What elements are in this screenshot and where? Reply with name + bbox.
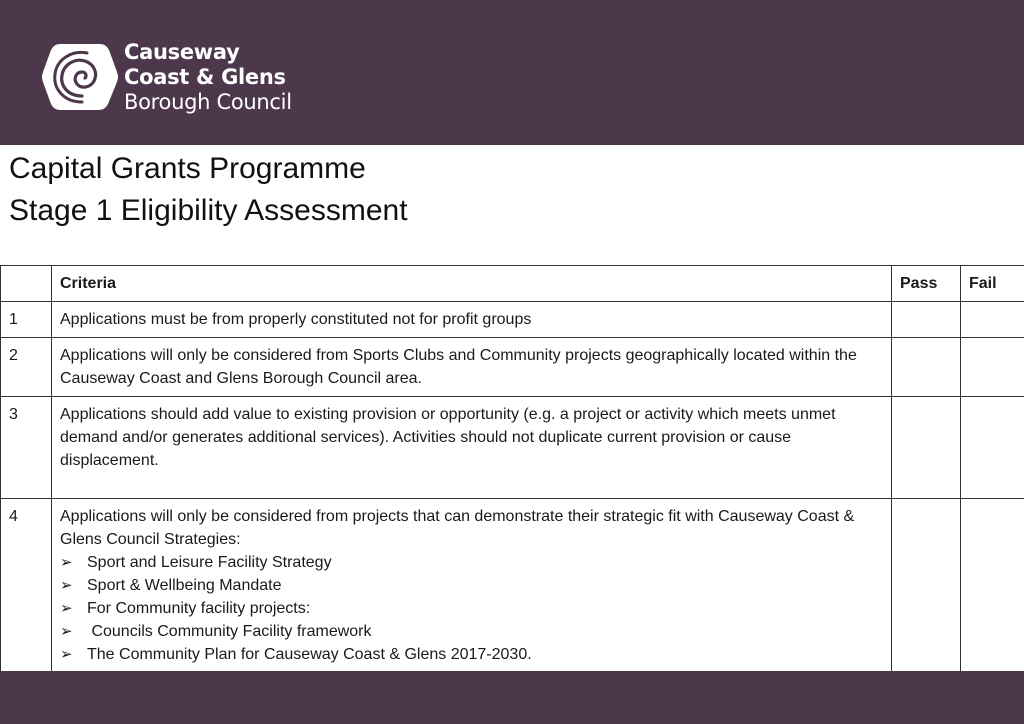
row-number: 1 <box>1 302 52 338</box>
title-line-2: Stage 1 Eligibility Assessment <box>9 194 408 227</box>
row-criteria-intro: Applications will only be considered from projects that can demonstrate their strategic fit with Causeway Coast & Glens Council Strategies: <box>60 508 855 548</box>
list-item: ➢ Sport & Wellbeing Mandate <box>60 574 883 597</box>
pass-cell[interactable] <box>892 338 961 397</box>
arrow-bullet-icon: ➢ <box>60 646 73 663</box>
header-fail: Fail <box>961 266 1024 302</box>
footer-banner <box>0 671 1024 724</box>
header-pass: Pass <box>892 266 961 302</box>
header-criteria: Criteria <box>52 266 892 302</box>
fail-cell[interactable] <box>961 499 1024 673</box>
logo-line-1: Causeway <box>124 40 240 64</box>
header-banner <box>0 0 1024 145</box>
spiral-hexagon-logo-icon <box>42 42 118 112</box>
row-criteria: Applications should add value to existing provision or opportunity (e.g. a project or activity which meets unmet demand and/or generates additional services). Activities should not duplicate current provision or cause displacement. <box>52 397 892 499</box>
arrow-bullet-icon: ➢ <box>60 577 73 594</box>
eligibility-table <box>0 265 1024 673</box>
pass-cell[interactable] <box>892 397 961 499</box>
page-title <box>9 148 408 232</box>
row-criteria: Applications must be from properly constituted not for profit groups <box>52 302 892 338</box>
table-row <box>1 499 1024 673</box>
arrow-bullet-icon: ➢ <box>60 554 73 571</box>
table-row <box>1 397 1024 499</box>
pass-cell[interactable] <box>892 499 961 673</box>
row-number: 4 <box>1 499 52 673</box>
pass-cell[interactable] <box>892 302 961 338</box>
strategy-list <box>60 551 883 666</box>
header-number <box>1 266 52 302</box>
list-item: ➢ Councils Community Facility framework <box>60 620 883 643</box>
row-number: 2 <box>1 338 52 397</box>
table-row <box>1 302 1024 338</box>
table-row <box>1 338 1024 397</box>
fail-cell[interactable] <box>961 397 1024 499</box>
logo-line-2: Coast & Glens <box>124 65 286 89</box>
list-item: ➢ The Community Plan for Causeway Coast & Glens 2017-2030. <box>60 643 883 666</box>
list-item: ➢ Sport and Leisure Facility Strategy <box>60 551 883 574</box>
arrow-bullet-icon: ➢ <box>60 600 73 617</box>
fail-cell[interactable] <box>961 302 1024 338</box>
title-line-1: Capital Grants Programme <box>9 152 366 185</box>
fail-cell[interactable] <box>961 338 1024 397</box>
council-wordmark <box>124 40 292 115</box>
row-criteria <box>52 499 892 673</box>
list-item: ➢ For Community facility projects: <box>60 597 883 620</box>
arrow-bullet-icon: ➢ <box>60 623 73 640</box>
table-header-row <box>1 266 1024 302</box>
logo-line-3: Borough Council <box>124 90 292 114</box>
row-number: 3 <box>1 397 52 499</box>
row-criteria: Applications will only be considered from Sports Clubs and Community projects geographically located within the Causeway Coast and Glens Borough Council area. <box>52 338 892 397</box>
